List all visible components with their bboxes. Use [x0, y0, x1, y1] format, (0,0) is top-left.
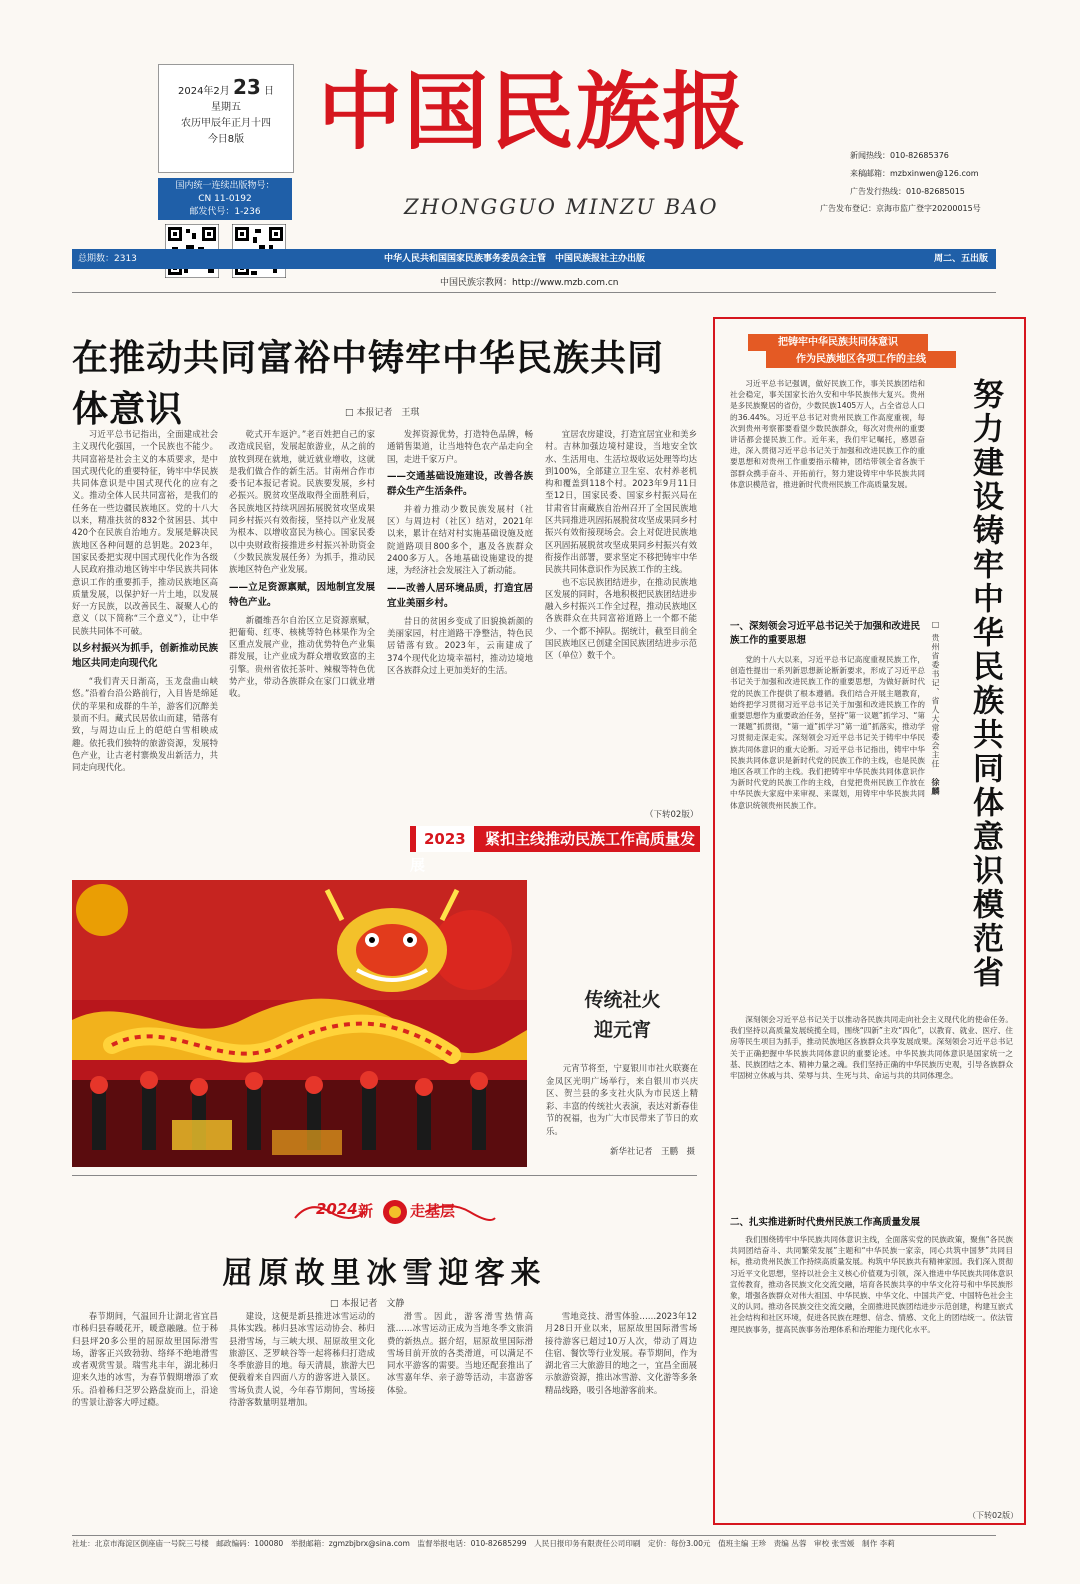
lead-subhead-2: ——立足资源禀赋，因地制宜发展特色产业。 — [229, 581, 375, 608]
postal-code: 邮发代号：1-236 — [189, 207, 261, 217]
feature-col3-text: 滑雪。因此，游客滑雪热情高涨……冰雪运动正成为当地冬季文旅消费的新热点。据介绍，屈原故里国际滑雪场目前开放的各类滑道，可以满足不同水平游客的需要。当地还配套推出了冰雪嘉年华、亲子游等活动，丰富游客体验。 — [387, 1311, 533, 1395]
feature-col4-text: 雪地竞技、滑雪体验……2023年12月28日开业以来，屈原故里国际滑雪场接待游客已超过10万人次，带动了周边住宿、餐饮等行业发展。春节期间，作为湖北省三大旅游目的地之一，宜昌全面展示旅游资源，推出冰雪游、文化游等多条精品线路，吸引各地游客前来。 — [545, 1311, 697, 1395]
news-hotline: 新闻热线：010-82685376 — [850, 151, 949, 160]
commentary-tag-2: 作为民族地区各项工作的主线 — [766, 351, 956, 368]
photo-title-line-1: 传统社火 — [584, 989, 661, 1011]
lead-column-3 — [387, 428, 533, 820]
lunar-date: 农历甲辰年正月十四 — [181, 118, 271, 129]
column-new: 新 — [358, 1202, 374, 1220]
commentary-continued: （下转02版） — [968, 1511, 1019, 1520]
shehuo-photo — [72, 880, 527, 1167]
lead-column-1 — [72, 428, 218, 826]
square-icon: □ — [330, 1299, 339, 1309]
feature-headline: 屈原故里冰雪迎客来 — [222, 1256, 547, 1291]
website-link[interactable]: 中国民族宗教网：http://www.mzb.com.cn — [440, 278, 619, 288]
date-box — [158, 64, 294, 173]
feature-col1-text: 春节期间，气温回升让湖北省宜昌市秭归县春暖花开，暖意融融。位于秭归县坪20多公里的屈原故里国际滑雪场，游客正兴致勃勃、络绎不绝地滑雪或者观赏雪景。瑞雪兆丰年，湖北秭归迎来久违的冰雪，为春节假期增添了欢乐。沿着秭归芝罗公路盘旋而上，沿途的雪景让游客大呼过瘾。 — [72, 1311, 218, 1408]
photo-caption: 元宵节将至，宁夏银川市社火联赛在金凤区光明广场举行，来自银川市兴庆区、贺兰县的多支社火队为市民送上精彩、丰富的传统社火表演，表达对新春佳节的祝福，也为广大市民带来了节日的欢乐。 — [546, 1063, 698, 1136]
sponsor-line: 中华人民共和国国家民族事务委员会主管 中国民族报社主办出版 — [384, 254, 646, 264]
lead-subhead-3: ——交通基础设施建设，改善各族群众生产生活条件。 — [387, 470, 533, 497]
lead-col3-text: 发挥资源优势，打造特色品牌，畅通销售渠道，让当地特色农产品走向全国，走进千家万户。 — [387, 429, 533, 464]
feature-column-1 — [72, 1310, 218, 1528]
dragon-dance-illustration — [72, 880, 527, 1167]
feature-byline — [330, 1296, 404, 1309]
issue-total: 总期数：2313 — [78, 254, 137, 264]
commentary-p3-text: 我们围绕铸牢中华民族共同体意识主线，全面落实党的民族政策，聚焦“各民族共同团结奋斗、共同繁荣发展”主题和“中华民族一家亲，同心共筑中国梦”共同目标，推动贵州民族工作持续高质量发展。构筑中华民族共有精神家园。我们深入贯彻习近平文化思想，坚持以社会主义核心价值观为引领，深入推进中华民族共同体意识宣传教育，推动各民族文化交流交融，培育各民族共享的中华文化符号和中华民族形象，增强各族群众对伟大祖国、中华民族、中华文化、中国共产党、中国特色社会主义的认同。推动各民族交往交流交融，全面推进民族团结进步示范创建，构建互嵌式社会结构和社区环境，促进各民族在理想、信念、情感、文化上的团结统一。依法管理民族事务，提高民族事务治理体系和治理能力现代化水平。 — [730, 1235, 1013, 1334]
feature-byline-text: 本报记者 文静 — [341, 1299, 405, 1309]
lead-col3b-text: 昔日的贫困乡变成了旧貌换新颜的美丽家园，村庄道路干净整洁，特色民居错落有致。2023年，云南建成了374个现代化边境幸福村，推动边境地区各族群众过上更加美好的生活。 — [387, 615, 533, 675]
date-day-unit: 日 — [264, 86, 275, 97]
feature-column-4 — [545, 1310, 697, 1528]
header-bar — [72, 249, 996, 269]
column-year: 2024 — [316, 1200, 358, 1218]
commentary-author-name: 徐麟 — [931, 778, 940, 797]
lead-col1b-text: “我们青天日渐高，玉龙盘曲山峡悠。”沿着台沿公路前行，入目皆是绵延伏的苹果和成群的牛羊，游客们沉醉美景而不归。藏式民居依山而建，错落有致，与周边山丘上的皑皑白雪相映成趣。依托我们独特的旅游资源，发展特色产业，让古老村寨焕发出新活力，共同走向现代化。 — [72, 676, 218, 773]
lead-col4-text: 宜居农房建设，打造宜居宜业和美乡村。吉林加强边境村建设，当地安全饮水、生活用电、生活垃圾收运处理等均达到100%，全部建立卫生室、农村养老机构和覆盖到118个村。2023年9月11日至12日，国家民委、国家乡村振兴局在甘肃省甘南藏族自治州召开了全国民族地区共同推进巩固拓展脱贫攻坚成果同乡村振兴有效衔接现场会。会上对促进民族地区巩固拓展脱贫攻坚成果同乡村振兴有效衔接作出部署，要求坚定不移把铸牢中华民族共同体意识作为民族工作的主线。 — [545, 429, 697, 575]
commentary-intro-text: 习近平总书记强调，做好民族工作，事关民族团结和社会稳定，事关国家长治久安和中华民族伟大复兴。贵州是多民族聚居的省份，少数民族1405万人，占全省总人口的36.44%。习近平总书记对贵州民族工作高度重视，每次到贵州考察都要看望少数民族群众，每次对贵州的重要讲话都会提民族工作。近年来，我们牢记嘱托，感恩奋进，深入贯彻习近平总书记关于加强和改进民族工作的重要思想和对贵州工作重要指示精神，团结带领全省各族干部群众携手奋斗、开拓前行，努力建设铸牢中华民族共同体意识模范省，推进新时代贵州民族工作高质量发展。 — [730, 379, 925, 489]
masthead-title: 中国民族报 — [318, 62, 749, 161]
commentary-p1-text: 党的十八大以来，习近平总书记高度重视民族工作，创造性提出一系列新思想新论断新要求，形成了习近平总书记关于加强和改进民族工作的重要思想，为做好新时代党的民族工作提供了根本遵循。我们结合开展主题教育，始终把学习贯彻习近平总书记关于加强和改进民族工作的重要思想作为重要政治任务，坚持“第一议题”抓学习、“第一课题”抓贯彻，“第一道”抓学习“第一道”抓落实，推动学习贯彻走深走实。深刻领会习近平总书记关于铸牢中华民族共同体意识的重大论断。习近平总书记指出，铸牢中华民族共同体意识是新时代党的民族工作的主线，也是民族地区各项工作的主线。我们把铸牢中华民族共同体意识作为新时代党的民族工作的主线，自觉把贵州民族工作放在中华民族大家庭中来审视、来谋划，用铸牢中华民族共同体意识统领贵州民族工作。 — [730, 655, 925, 810]
square-icon: □ — [345, 408, 354, 418]
feature-col2-text: 建设，这便是新县推进冰雪运动的具体实践。秭归县冰雪运动协会、秭归县滑雪场，与三峡大坝、屈原故里文化旅游区、芝罗峡谷等一起将秭归打造成冬季旅游目的地。每天清晨，旅游大巴便载着来自四面八方的游客进入景区。雪场负责人说，今年春节期间，雪场接待游客数量明显增加。 — [229, 1311, 375, 1408]
publish-schedule: 周二、五出版 — [933, 254, 988, 264]
date-month: 2024年2月 — [177, 86, 230, 97]
commentary-intro — [730, 378, 925, 616]
ad-registration: 广告发布登记：京海市监广登字20200015号 — [820, 204, 981, 213]
lead-subhead-1: 以乡村振兴为抓手，创新推动民族地区共同走向现代化 — [72, 643, 218, 670]
photo-title-line-2: 迎元宵 — [593, 1019, 651, 1041]
page-count: 今日8版 — [207, 134, 245, 145]
ad-hotline: 广告发行热线：010-82685015 — [850, 187, 965, 196]
date-day: 23 — [232, 75, 261, 99]
lead-col2-text: 乾式开车返沪。”老百姓把自己的家改造成民宿，发展起旅游业，从之前的放牧到现在就地，就近就业增收，这就是我们做合作的新生活。甘南州合作市委书记本报记者说。民族要发展，乡村必振兴。脱贫攻坚战取得全面胜利后，各民族地区持续巩固拓展脱贫攻坚成果同乡村振兴有效衔接，坚持以产业发展为根本、以增收富民为核心。国家民委以中央财政衔接推进乡村振兴补助资金（少数民族发展任务）为抓手，推动民族地区特色产业发展。 — [229, 429, 375, 575]
lead-continued: （下转02版） — [645, 810, 699, 820]
column-rest: 走基层 — [410, 1202, 456, 1220]
lead-col3a-text: 并着力推动少数民族发展村（社区）与周边村（社区）结对，2021年以来，累计在结对村实施基础设施及庭院道路项目800多个，惠及各族群众2400多万人。各地基础设施建设的提速，为经济社会发展注入了新动能。 — [387, 503, 533, 576]
lead-col2b-text: 新疆维吾尔自治区立足资源禀赋，把葡萄、红枣、核桃等特色林果作为全区重点发展产业，推动优势特色产业集群发展，让产业成为群众增收致富的主引擎。贵州省依托茶叶、辣椒等特色优势产业，带动各族群众在家门口就业增收。 — [229, 614, 375, 699]
commentary-tag-1: 把铸牢中华民族共同体意识 — [748, 334, 928, 351]
commentary-body-1 — [730, 654, 925, 1014]
issn-box — [158, 178, 292, 220]
commentary-subhead-1: 一、深刻领会习近平总书记关于加强和改进民族工作的重要思想 — [730, 621, 921, 646]
lead-col4b-text: 也不忘民族团结进步，在推动民族地区发展的同时，各地积极把民族团结进步融入乡村振兴工作全过程，推动民族地区各族群众在共同富裕道路上一个都不能少、一个都不掉队。据统计，截至目前全国民族地区已创建全国民族团结进步示范区（单位）数千个。 — [545, 576, 697, 661]
banner-year: 2023 — [416, 826, 474, 852]
lead-byline-text: 本报记者 王琪 — [356, 408, 420, 418]
commentary-p2-text: 深刻领会习近平总书记关于以推动各民族共同走向社会主义现代化的使命任务。我们坚持以高质量发展统揽全局，围绕“四新”主攻“四化”，以教育、就业、医疗、住房等民生项目为抓手，推动民族地区各族群众共享发展成果。深刻领会习近平总书记关于正确把握中华民族共同体意识的重要论述。中华民族共同体意识是国家统一之基、民族团结之本、精神力量之魂。我们坚持正确的中华民族历史观，引导各族群众牢固树立休戚与共、荣辱与共、生死与共、命运与共的共同体理念。 — [730, 1015, 1013, 1081]
photo-credit: 新华社记者 王鹏 摄 — [610, 1147, 696, 1157]
commentary-subhead-2: 二、扎实推进新时代贵州民族工作高质量发展 — [730, 1217, 921, 1228]
lead-column-2 — [229, 428, 375, 826]
cn-label: 国内统一连续出版物号： — [175, 181, 275, 191]
commentary-headline: 努力建设铸牢中华民族共同体意识模范省 — [967, 378, 1003, 990]
commentary-author — [930, 620, 941, 796]
cn-number: CN 11-0192 — [198, 194, 252, 204]
theme-banner — [410, 826, 700, 874]
lead-col1-text: 习近平总书记指出，全面建成社会主义现代化强国，一个民族也不能少。共同富裕是社会主义的本质要求，是中国式现代化的重要特征，铸牢中华民族共同体意识是中国式现代化的应有之义。推动全体人民共同富裕，是我们的任务在一些边疆民族地区。党的十八大以来，精准扶贫的832个贫困县、其中420个在民族自治地方。发展是解决民族地区各种问题的总钥匙。2023年，国家民委把实现中国式现代化作为各级人民政府推动地区铸牢中华民族共同体意识工作的重要抓手，推动民族地区高质量发展，以保护好一片土地，以发展好一方民族，以改善民生、凝聚人心的意义（以下简称“三个意义”），让中华民族共同体不可破。 — [72, 429, 218, 636]
lead-subhead-4: ——改善人居环境品质，打造宜居宜业美丽乡村。 — [387, 582, 533, 609]
footer-imprint: 社址：北京市海淀区倒座庙一号院三号楼 邮政编码：100080 举报邮箱：zgmzbjbrx@sina.com 监督举报电话：010-82685299 人民日报印务有限责任公司印刷 定价：每份3.00元 值班主编 王珍 责编 丛蓉 审校 张雪媛 制作 李莉 — [72, 1535, 996, 1552]
lead-column-4 — [545, 428, 697, 808]
masthead-pinyin: ZHONGGUO MINZU BAO — [404, 195, 719, 219]
lead-headline: 在推动共同富裕中铸牢中华民族共同体意识 — [72, 337, 665, 430]
header-divider — [72, 292, 996, 293]
commentary-body-3 — [730, 1234, 1013, 1510]
photo-title — [570, 985, 675, 1045]
weekday: 星期五 — [211, 102, 241, 113]
column-tag — [290, 1196, 500, 1226]
lead-byline — [345, 405, 419, 418]
commentary-author-title: 贵州省委书记、省人大常委会主任 — [931, 633, 940, 769]
feature-divider — [72, 1175, 697, 1176]
banner-text: 紧扣主线推动民族工作高质量发展 — [410, 830, 695, 874]
submission-email[interactable]: 来稿邮箱：mzbxinwen@126.com — [850, 169, 979, 178]
commentary-body-2 — [730, 1014, 1013, 1210]
square-icon: □ — [931, 620, 940, 630]
feature-column-3 — [387, 1310, 533, 1528]
feature-column-2 — [229, 1310, 375, 1528]
